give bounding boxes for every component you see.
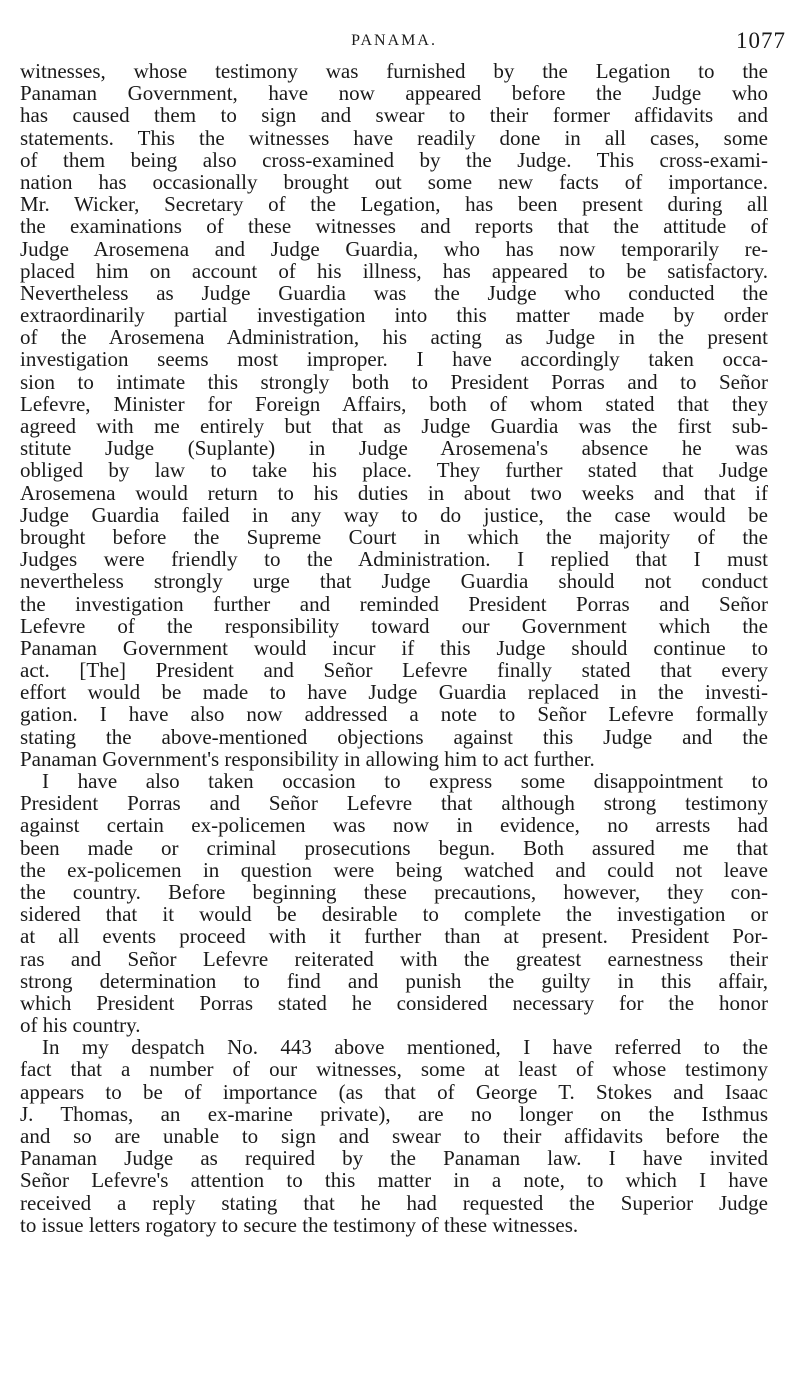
text-line: effort would be made to have Judge Guardia replaced in the investi- <box>20 680 768 705</box>
text-line: witnesses, whose testimony was furnished by the Legation to the <box>20 59 768 83</box>
text-line: sidered that it would be desirable to complete the investigation or <box>20 902 768 927</box>
text-line: against certain ex-policemen was now in evidence, no arrests had <box>20 813 768 838</box>
text-line: Panaman Government would incur if this Judge should continue to <box>20 635 768 660</box>
text-line: of them being also cross-examined by the Judge. This cross-exami- <box>20 147 768 172</box>
text-line: nevertheless strongly urge that Judge Guardia should not conduct <box>20 569 768 594</box>
text-line: been made or criminal prosecutions begun. Both assured me that <box>20 835 768 860</box>
text-line: fact that a number of our witnesses, some at least of whose testimony <box>20 1057 768 1082</box>
text-line: the investigation further and reminded President Porras and Señor <box>20 591 768 616</box>
text-line: Señor Lefevre's attention to this matter in a note, to which I have <box>20 1168 768 1193</box>
running-title: PANAMA. <box>351 32 437 49</box>
text-line: and so are unable to sign and swear to their affidavits before the <box>20 1124 768 1148</box>
text-line: stitute Judge (Suplante) in Judge Arosemena's absence he was <box>20 436 768 461</box>
text-line: investigation seems most improper. I have accordingly taken occa- <box>20 347 768 372</box>
text-line: J. Thomas, an ex-marine private), are no longer on the Isthmus <box>20 1101 768 1126</box>
text-line: Judge Arosemena and Judge Guardia, who has now temporarily re- <box>20 236 768 261</box>
text-line: Lefevre, Minister for Foreign Affairs, both of whom stated that they <box>20 391 768 416</box>
page-number: 1077 <box>736 28 786 53</box>
text-line: In my despatch No. 443 above mentioned, I have referred to the <box>42 1035 768 1060</box>
text-line: sion to intimate this strongly both to President Porras and to Señor <box>20 369 768 394</box>
text-line: has caused them to sign and swear to their former affidavits and <box>20 103 768 128</box>
text-line: nation has occasionally brought out some new facts of importance. <box>20 169 768 194</box>
text-line: the examinations of these witnesses and reports that the attitude of <box>20 214 768 239</box>
text-line: statements. This the witnesses have readily done in all cases, some <box>20 125 768 150</box>
text-line: of the Arosemena Administration, his acting as Judge in the present <box>20 325 768 350</box>
text-line: Lefevre of the responsibility toward our Government which the <box>20 613 768 638</box>
text-line: Judges were friendly to the Administration. I replied that I must <box>20 547 768 572</box>
running-header <box>20 28 786 60</box>
text-line: Nevertheless as Judge Guardia was the Judge who conducted the <box>20 280 768 305</box>
text-line: President Porras and Señor Lefevre that although strong testimony <box>20 791 768 816</box>
body-text <box>20 60 768 1236</box>
text-line: I have also taken occasion to express some disappointment to <box>42 769 768 793</box>
text-line: gation. I have also now addressed a note to Señor Lefevre formally <box>20 702 768 727</box>
text-line: Panaman Government, have now appeared before the Judge who <box>20 81 768 106</box>
text-line: strong determination to find and punish the guilty in this affair, <box>20 968 768 993</box>
text-line: brought before the Supreme Court in which the majority of the <box>20 524 768 549</box>
text-line: extraordinarily partial investigation into this matter made by order <box>20 303 768 328</box>
text-line: agreed with me entirely but that as Judge Guardia was the first sub- <box>20 414 768 438</box>
text-line: which President Porras stated he considered necessary for the honor <box>20 990 768 1015</box>
text-line: act. [The] President and Señor Lefevre finally stated that every <box>20 658 768 683</box>
text-line: Arosemena would return to his duties in about two weeks and that if <box>20 480 768 505</box>
text-line: Panaman Government's responsibility in allowing him to act further. <box>20 746 595 771</box>
text-line: at all events proceed with it further than at present. President Por- <box>20 924 768 949</box>
text-line: placed him on account of his illness, has appeared to be satisfactory. <box>20 258 768 283</box>
text-line: stating the above-mentioned objections against this Judge and the <box>20 724 768 749</box>
text-line: the ex-policemen in question were being watched and could not leave <box>20 857 768 882</box>
text-line: appears to be of importance (as that of George T. Stokes and Isaac <box>20 1079 768 1104</box>
text-line: Panaman Judge as required by the Panaman law. I have invited <box>20 1146 768 1171</box>
text-line: ras and Señor Lefevre reiterated with the greatest earnestness their <box>20 946 768 971</box>
document-page <box>20 28 786 1237</box>
text-line: obliged by law to take his place. They further stated that Judge <box>20 458 768 483</box>
text-line: Mr. Wicker, Secretary of the Legation, has been present during all <box>20 192 768 217</box>
text-line: the country. Before beginning these precautions, however, they con- <box>20 879 768 904</box>
text-line: received a reply stating that he had requested the Superior Judge <box>20 1190 768 1215</box>
text-line: of his country. <box>20 1013 141 1038</box>
text-line: Judge Guardia failed in any way to do justice, the case would be <box>20 502 768 527</box>
text-line: to issue letters rogatory to secure the testimony of these witnesses. <box>20 1212 579 1237</box>
